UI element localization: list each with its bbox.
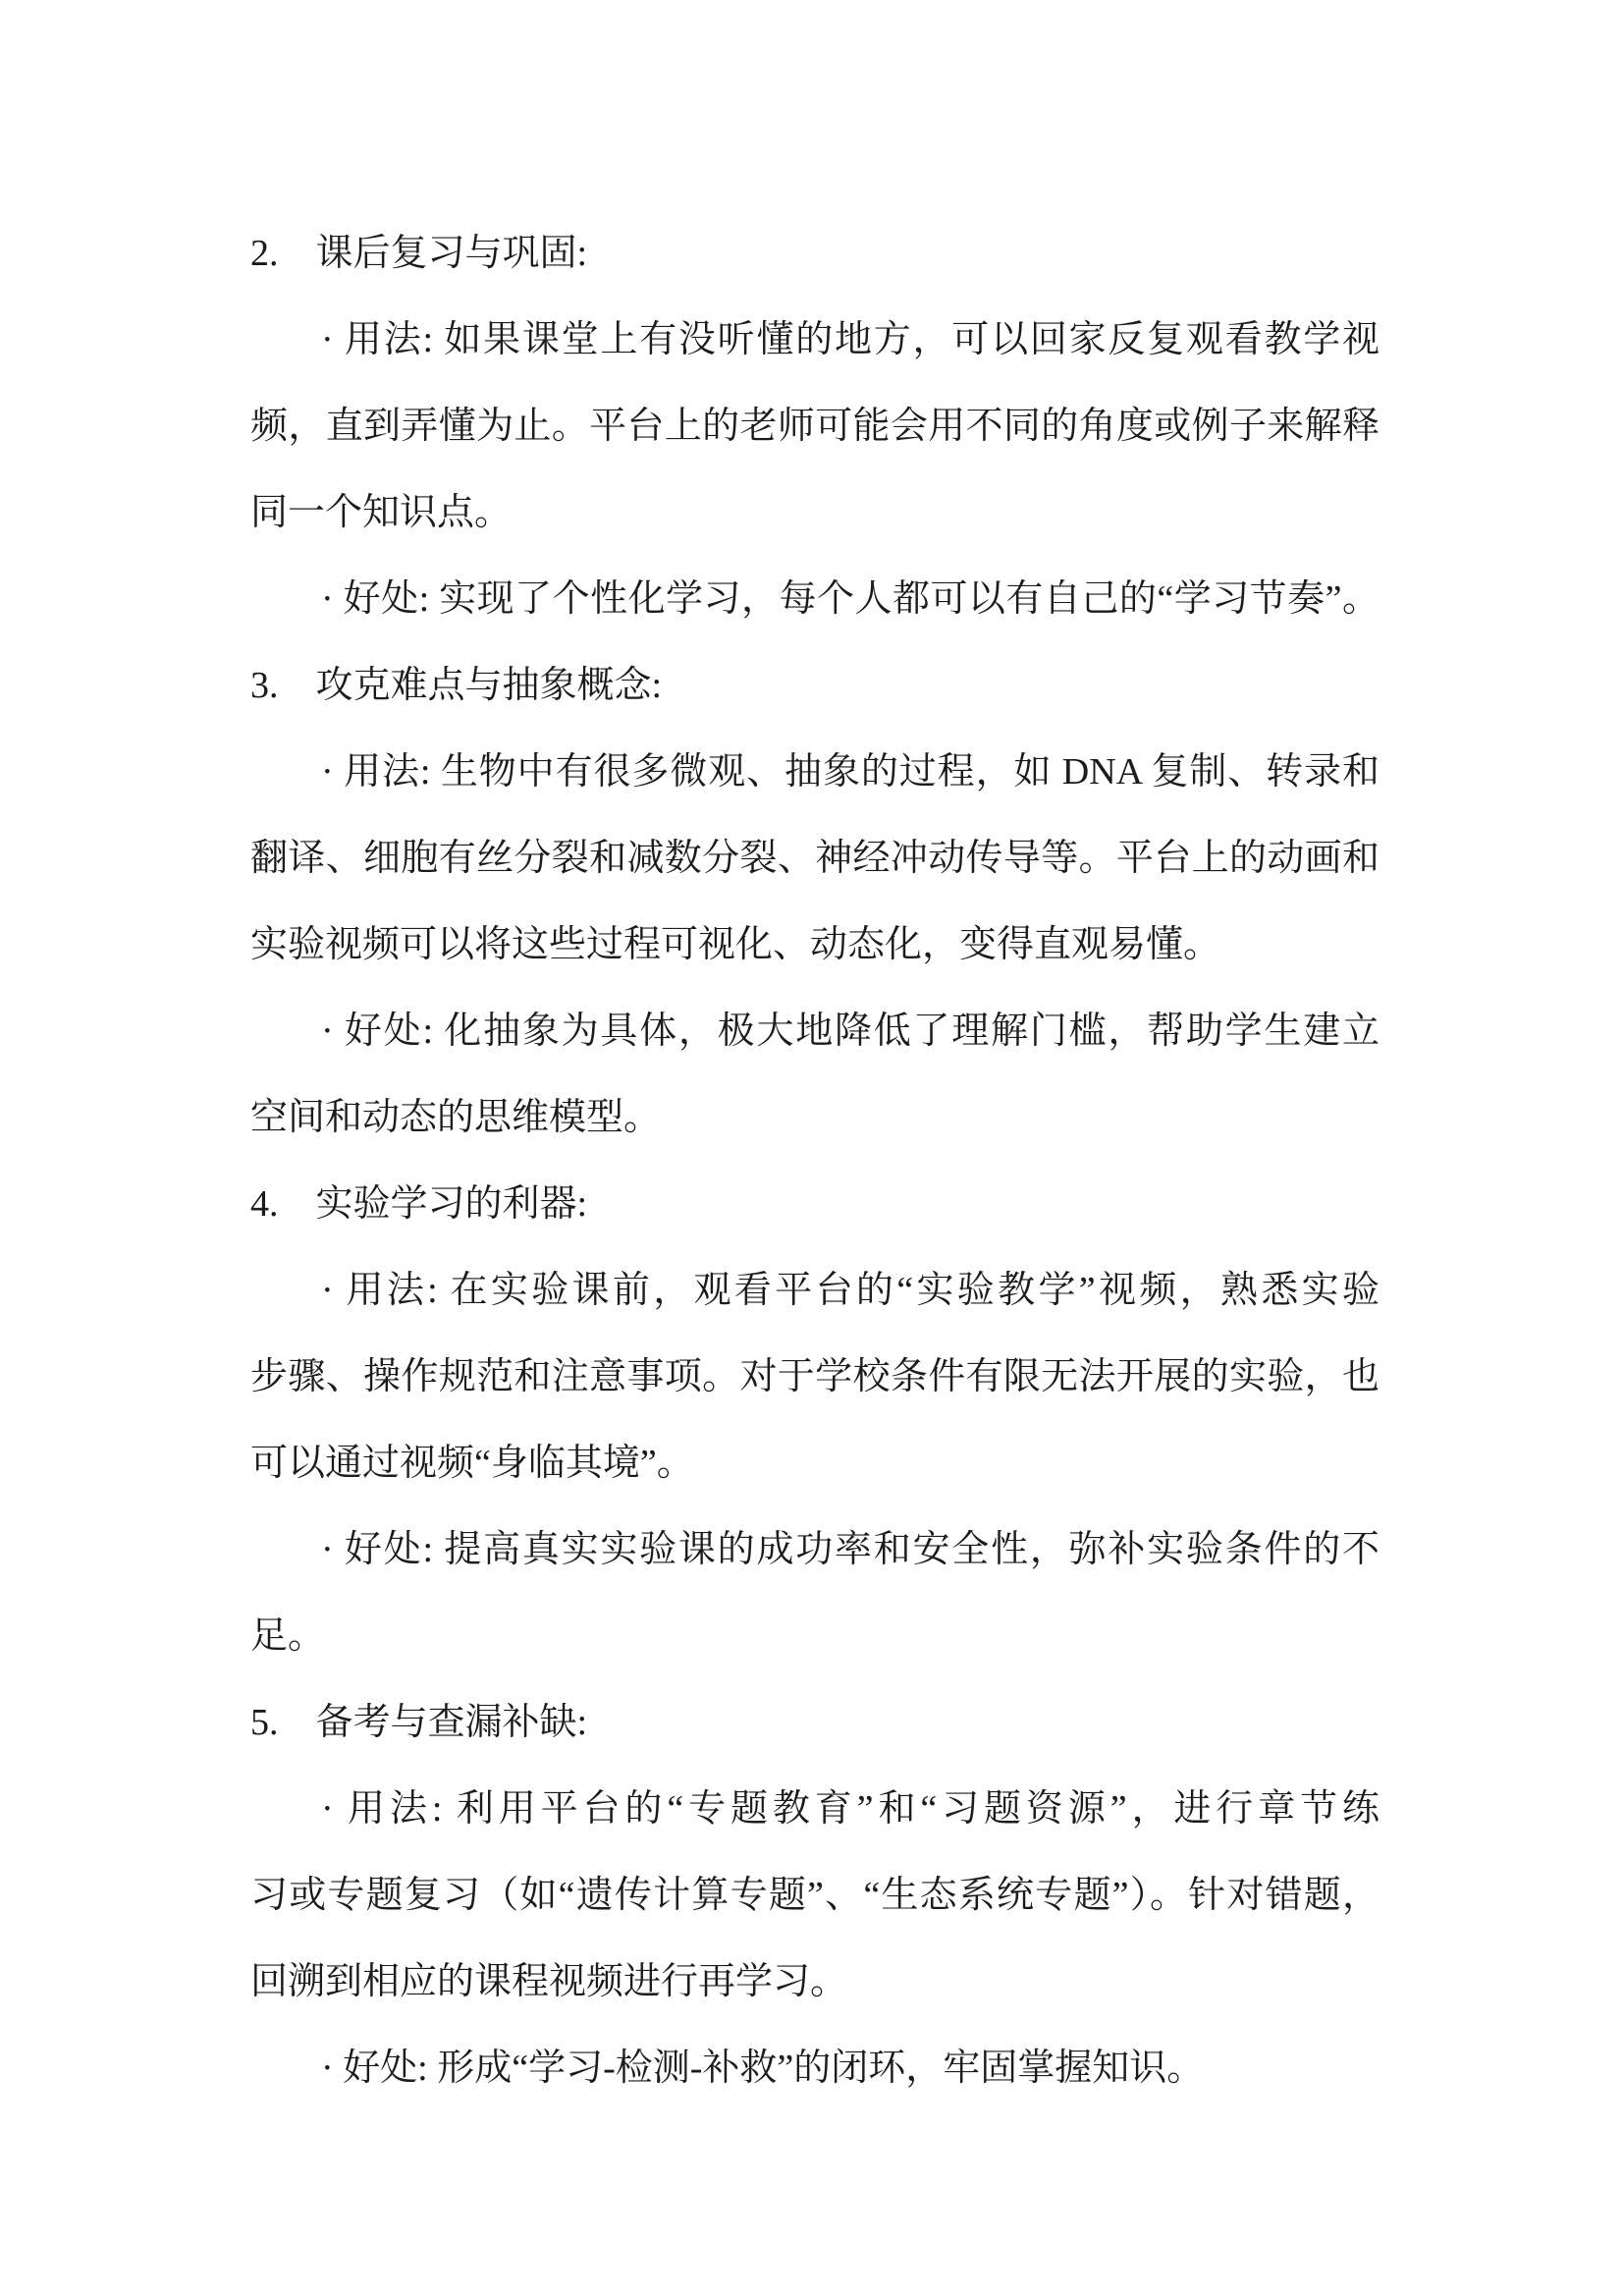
text-line: 步骤、操作规范和注意事项。对于学校条件有限无法开展的实验，也 (250, 1356, 1380, 1397)
text-line: 频，直到弄懂为止。平台上的老师可能会用不同的角度或例子来解释 (250, 406, 1380, 447)
bullet-line: · 用法: 如果课堂上有没听懂的地方，可以回家反复观看教学视 (321, 319, 1380, 360)
bullet-line: · 用法: 生物中有很多微观、抽象的过程，如 DNA 复制、转录和 (321, 751, 1380, 793)
text-line: 足。 (250, 1615, 326, 1657)
bullet-line: · 好处: 提高真实实验课的成功率和安全性，弥补实验条件的不 (321, 1529, 1380, 1570)
text-line: 空间和动态的思维模型。 (250, 1097, 662, 1138)
text-line: 翻译、细胞有丝分裂和减数分裂、神经冲动传导等。平台上的动画和 (250, 838, 1380, 879)
bullet-line: · 用法: 在实验课前，观看平台的“实验教学”视频，熟悉实验 (321, 1270, 1380, 1311)
section-heading: 2. 课后复习与巩固: (250, 233, 588, 274)
text-line: 同一个知识点。 (250, 492, 513, 533)
text-line: 可以通过视频“身临其境”。 (250, 1443, 694, 1484)
bullet-line: · 好处: 形成“学习-检测-补救”的闭环，牢固掌握知识。 (321, 2048, 1205, 2089)
text-line: 回溯到相应的课程视频进行再学习。 (250, 1961, 848, 2002)
bullet-line: · 好处: 实现了个性化学习，每个人都可以有自己的“学习节奏”。 (321, 578, 1380, 620)
bullet-line: · 好处: 化抽象为具体，极大地降低了理解门槛，帮助学生建立 (321, 1011, 1380, 1052)
text-line: 习或专题复习（如“遗传计算专题”、“生态系统专题”）。针对错题， (250, 1875, 1380, 1916)
section-heading: 4. 实验学习的利器: (250, 1183, 588, 1225)
bullet-line: · 用法: 利用平台的“专题教育”和“习题资源”，进行章节练 (321, 1788, 1380, 1830)
section-heading: 3. 攻克难点与抽象概念: (250, 665, 663, 706)
section-heading: 5. 备考与查漏补缺: (250, 1702, 588, 1743)
document-body (250, 210, 1380, 2111)
text-line: 实验视频可以将这些过程可视化、动态化，变得直观易懂。 (250, 924, 1221, 965)
